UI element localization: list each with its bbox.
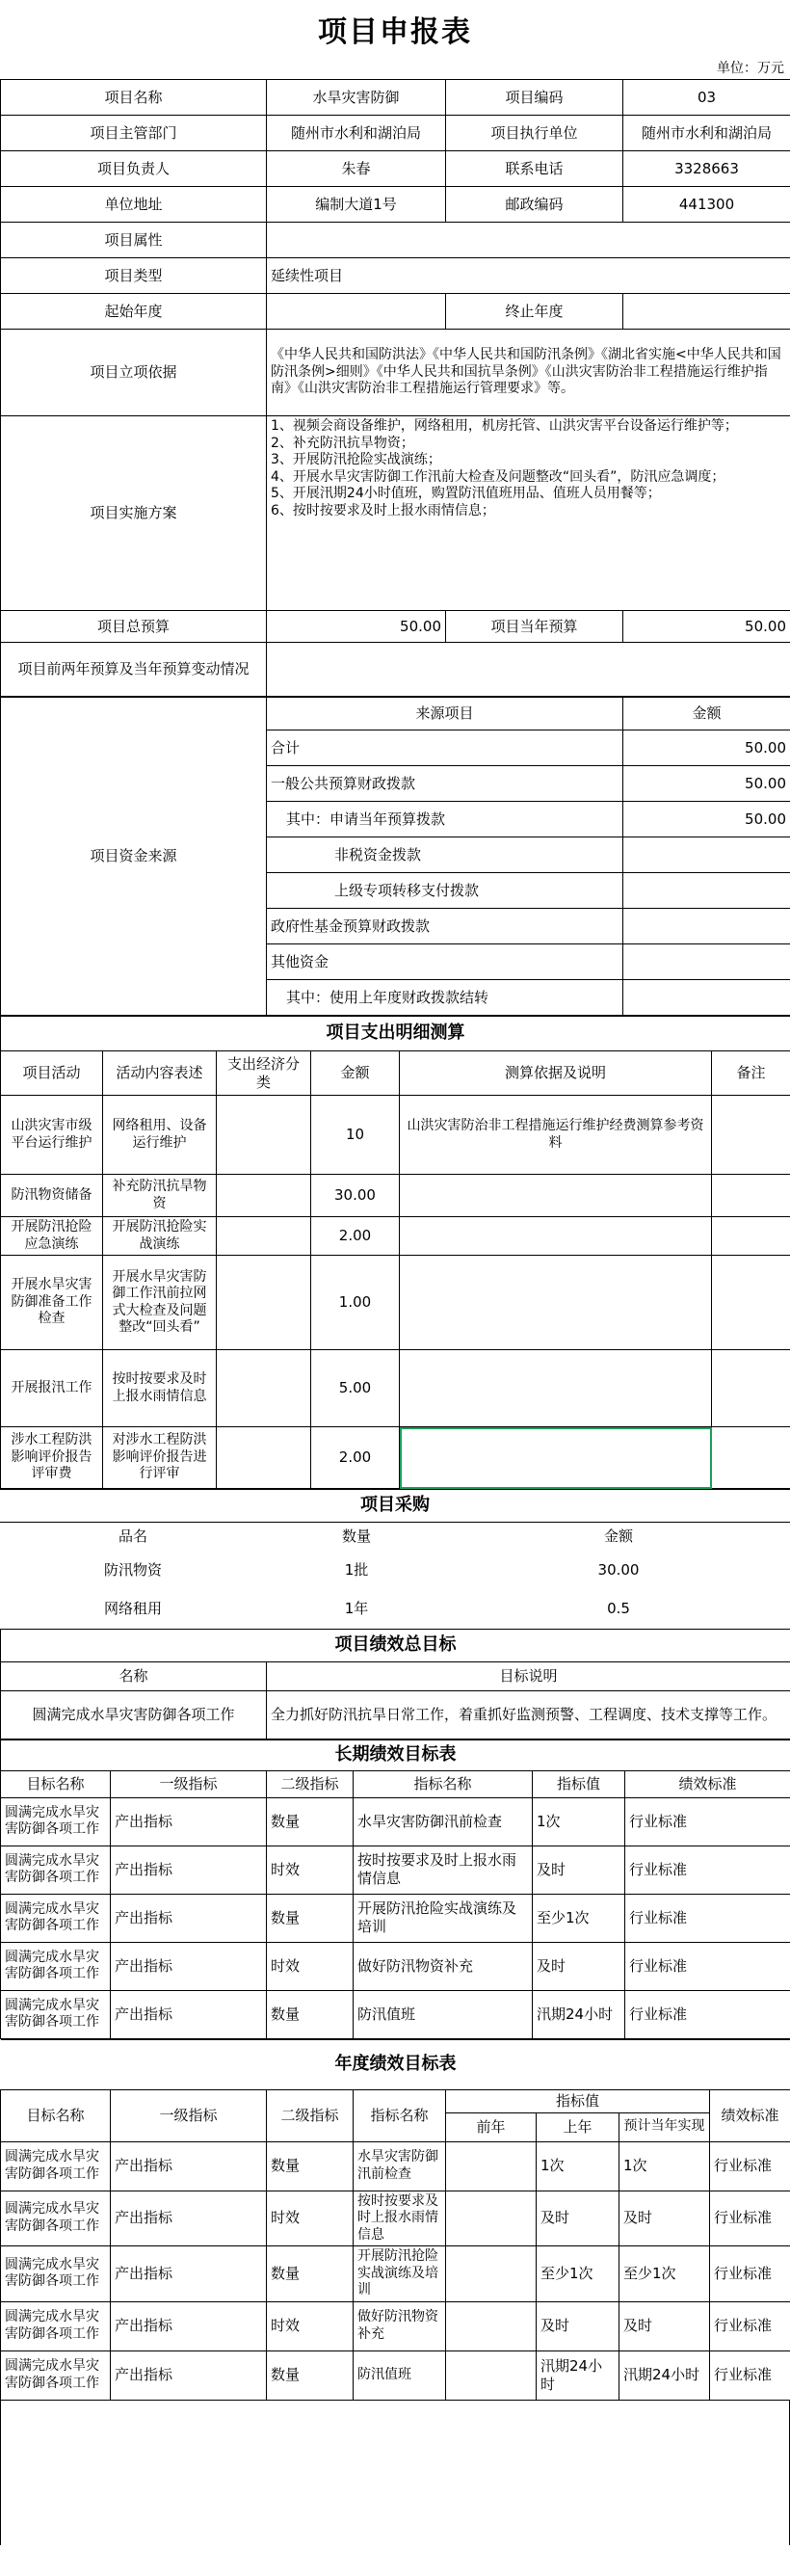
expense-class[interactable] (217, 1350, 311, 1427)
annual-cell[interactable]: 开展防汛抢险实战演练及培训 (354, 2246, 446, 2302)
budget-value[interactable]: 50.00 (267, 611, 446, 643)
project-code-value[interactable]: 03 (623, 80, 790, 116)
annual-cell[interactable] (446, 2246, 537, 2302)
funds-row-amount[interactable] (623, 873, 790, 909)
annual-cell[interactable]: 1次 (619, 2141, 710, 2191)
purchase-header: 品名 (118, 1527, 147, 1546)
expense-content[interactable]: 网络租用、设备运行维护 (103, 1096, 217, 1175)
longterm-header: 二级指标 (267, 1770, 354, 1797)
expense-header: 测算依据及说明 (400, 1051, 712, 1096)
expense-activity[interactable]: 涉水工程防洪影响评价报告评审费 (1, 1427, 103, 1489)
annual-cell[interactable] (446, 2141, 537, 2191)
longterm-cell[interactable]: 防汛值班 (354, 1990, 533, 2038)
addr-value[interactable]: 编制大道1号 (267, 187, 446, 223)
funds-row-name[interactable]: 非税资金拨款 (267, 837, 623, 873)
longterm-header: 指标名称 (354, 1770, 533, 1797)
table-row (1, 2191, 790, 2246)
table-row (1, 1797, 790, 1846)
funds-table (0, 697, 790, 1016)
expense-header: 项目活动 (1, 1051, 103, 1096)
annual-cell[interactable]: 汛期24小时 (619, 2350, 710, 2400)
expense-basis[interactable] (400, 1175, 712, 1217)
longterm-cell[interactable]: 行业标准 (625, 1942, 790, 1990)
longterm-title: 长期绩效目标表 (1, 1739, 790, 1770)
expense-content[interactable]: 对涉水工程防洪影响评价报告进行评审 (103, 1427, 217, 1489)
longterm-cell[interactable]: 至少1次 (533, 1894, 625, 1942)
table-row (1, 2246, 790, 2302)
annual-cell[interactable]: 时效 (267, 2301, 354, 2350)
expense-basis-selected-cell[interactable] (400, 1427, 712, 1489)
expense-class[interactable] (217, 1175, 311, 1217)
expense-basis[interactable] (400, 1350, 712, 1427)
annual-cell[interactable]: 产出指标 (111, 2246, 267, 2302)
annual-cell[interactable]: 及时 (619, 2191, 710, 2246)
annual-cell[interactable]: 做好防汛物资补充 (354, 2301, 446, 2350)
funds-row-name[interactable]: 一般公共预算财政拨款 (267, 766, 623, 802)
purchase-title: 项目采购 (0, 1490, 790, 1523)
annual-cell[interactable]: 产出指标 (111, 2301, 267, 2350)
annual-cell[interactable] (446, 2191, 537, 2246)
longterm-header: 绩效标准 (625, 1770, 790, 1797)
annual-cell[interactable]: 行业标准 (710, 2141, 790, 2191)
longterm-cell[interactable]: 数量 (267, 1990, 354, 2038)
annual-cell[interactable]: 及时 (537, 2191, 619, 2246)
table-row (0, 1552, 790, 1590)
longterm-cell[interactable]: 圆满完成水旱灾害防御各项工作 (1, 1797, 111, 1846)
funds-row-name[interactable]: 其中：使用上年度财政拨款结转 (267, 980, 623, 1016)
expense-activity[interactable]: 山洪灾害市级平台运行维护 (1, 1096, 103, 1175)
annual-goal-table (0, 2039, 790, 2401)
longterm-cell[interactable]: 及时 (533, 1942, 625, 1990)
expense-amount[interactable]: 2.00 (311, 1427, 400, 1489)
longterm-header: 目标名称 (1, 1770, 111, 1797)
overall-goal-table (0, 1629, 790, 1739)
longterm-cell[interactable]: 行业标准 (625, 1846, 790, 1894)
annual-cell[interactable]: 行业标准 (710, 2301, 790, 2350)
expense-content[interactable]: 开展防汛抢险实战演练 (103, 1217, 217, 1256)
zip-label: 邮政编码 (446, 187, 623, 223)
purchase-qty[interactable]: 1年 (344, 1600, 369, 1618)
longterm-header: 指标值 (533, 1770, 625, 1797)
project-name-label: 项目名称 (1, 80, 267, 116)
annual-cell[interactable]: 圆满完成水旱灾害防御各项工作 (1, 2350, 111, 2400)
annual-header: 绩效标准 (710, 2089, 790, 2141)
annual-title: 年度绩效目标表 (1, 2039, 790, 2089)
annual-cell[interactable]: 数量 (267, 2141, 354, 2191)
annual-cell[interactable]: 至少1次 (537, 2246, 619, 2302)
annual-cell[interactable]: 产出指标 (111, 2191, 267, 2246)
table-row (1, 1846, 790, 1894)
addr-label: 单位地址 (1, 187, 267, 223)
table-row (1, 1894, 790, 1942)
annual-cell[interactable]: 行业标准 (710, 2350, 790, 2400)
longterm-header: 一级指标 (111, 1770, 267, 1797)
longterm-cell[interactable]: 开展防汛抢险实战演练及培训 (354, 1894, 533, 1942)
annual-cell[interactable]: 及时 (537, 2301, 619, 2350)
start-value[interactable] (267, 294, 446, 330)
annual-cell[interactable]: 数量 (267, 2350, 354, 2400)
expense-note[interactable] (712, 1427, 790, 1489)
expense-table (0, 1016, 790, 1489)
plan-line: 4、开展水旱灾害防御工作汛前大检查及问题整改“回头看”，防汛应急调度； (271, 468, 725, 485)
funds-row-name[interactable]: 其他资金 (267, 944, 623, 980)
annual-header: 一级指标 (111, 2089, 267, 2141)
type-value[interactable]: 延续性项目 (267, 258, 790, 294)
table-row (1, 1217, 790, 1256)
annual-subheader: 预计当年实现 (619, 2112, 710, 2141)
overall-desc[interactable]: 全力抓好防汛抗旱日常工作，着重抓好监测预警、工程调度、技术支撑等工作。 (267, 1690, 790, 1739)
expense-content[interactable]: 补充防汛抗旱物资 (103, 1175, 217, 1217)
funds-row-amount[interactable] (623, 944, 790, 980)
annual-cell[interactable] (446, 2301, 537, 2350)
purchase-qty[interactable]: 1批 (344, 1561, 369, 1580)
funds-row-amount[interactable] (623, 980, 790, 1016)
table-row (1, 1427, 790, 1489)
plan-line: 3、开展防汛抢险实战演练； (271, 452, 441, 467)
annual-cell[interactable]: 时效 (267, 2191, 354, 2246)
annual-cell[interactable]: 至少1次 (619, 2246, 710, 2302)
longterm-cell[interactable]: 圆满完成水旱灾害防御各项工作 (1, 1990, 111, 2038)
expense-title: 项目支出明细测算 (1, 1017, 790, 1051)
purchase-table (0, 1489, 790, 1629)
expense-header: 活动内容表述 (103, 1051, 217, 1096)
table-row (0, 1590, 790, 1629)
plan-line: 5、开展汛期24小时值班，购置防汛值班用品、值班人员用餐等； (271, 486, 661, 501)
funds-row-amount[interactable]: 50.00 (623, 766, 790, 802)
expense-note[interactable] (712, 1350, 790, 1427)
longterm-cell[interactable]: 产出指标 (111, 1942, 267, 1990)
overall-header: 目标说明 (267, 1661, 790, 1690)
longterm-cell[interactable]: 行业标准 (625, 1894, 790, 1942)
expense-class[interactable] (217, 1096, 311, 1175)
attr-value[interactable] (267, 223, 790, 258)
basis-value[interactable]: 《中华人民共和国防洪法》《中华人民共和国防汛条例》《湖北省实施<中华人民共和国防汛条例>细则》《中华人民共和国抗旱条例》《山洪灾害防治非工程措施运行维护指南》《山洪灾害防治非工程措施运行管理要求》等。 (267, 330, 790, 416)
funds-row-amount[interactable]: 50.00 (623, 802, 790, 837)
table-row (1, 2350, 790, 2400)
end-label: 终止年度 (446, 294, 623, 330)
annual-cell[interactable]: 1次 (537, 2141, 619, 2191)
table-row (1, 1256, 790, 1350)
overall-name[interactable]: 圆满完成水旱灾害防御各项工作 (1, 1690, 267, 1739)
annual-cell[interactable] (446, 2350, 537, 2400)
annual-header: 目标名称 (1, 2089, 111, 2141)
longterm-cell[interactable]: 行业标准 (625, 1797, 790, 1846)
overall-header: 名称 (1, 1661, 267, 1690)
funds-col-source: 来源项目 (267, 698, 623, 730)
longterm-cell[interactable]: 产出指标 (111, 1846, 267, 1894)
annual-cell[interactable]: 圆满完成水旱灾害防御各项工作 (1, 2141, 111, 2191)
empty-trailing-area (0, 2401, 790, 2545)
expense-note[interactable] (712, 1217, 790, 1256)
exec-label: 项目执行单位 (446, 116, 623, 151)
year-budget-label: 项目当年预算 (446, 611, 623, 643)
purchase-amount[interactable]: 30.00 (597, 1561, 640, 1580)
funds-row-name[interactable]: 政府性基金预算财政拨款 (267, 909, 623, 944)
annual-cell[interactable]: 按时按要求及时上报水雨情信息 (354, 2191, 446, 2246)
expense-amount[interactable]: 10 (311, 1096, 400, 1175)
zip-value[interactable]: 441300 (623, 187, 790, 223)
expense-class[interactable] (217, 1217, 311, 1256)
longterm-cell[interactable]: 做好防汛物资补充 (354, 1942, 533, 1990)
table-row (1, 1350, 790, 1427)
annual-cell[interactable]: 圆满完成水旱灾害防御各项工作 (1, 2191, 111, 2246)
expense-class[interactable] (217, 1427, 311, 1489)
phone-label: 联系电话 (446, 151, 623, 187)
longterm-cell[interactable]: 行业标准 (625, 1990, 790, 2038)
funds-row-name[interactable]: 合计 (267, 730, 623, 766)
dept-value[interactable]: 随州市水利和湖泊局 (267, 116, 446, 151)
basis-label: 项目立项依据 (1, 330, 267, 416)
longterm-cell[interactable]: 产出指标 (111, 1797, 267, 1846)
plan-label: 项目实施方案 (1, 416, 267, 611)
expense-header: 金额 (311, 1051, 400, 1096)
longterm-cell[interactable]: 圆满完成水旱灾害防御各项工作 (1, 1942, 111, 1990)
leader-label: 项目负责人 (1, 151, 267, 187)
exec-value[interactable]: 随州市水利和湖泊局 (623, 116, 790, 151)
longterm-cell[interactable]: 时效 (267, 1942, 354, 1990)
annual-cell[interactable]: 及时 (619, 2301, 710, 2350)
expense-class[interactable] (217, 1256, 311, 1350)
expense-content[interactable]: 开展水旱灾害防御工作汛前拉网式大检查及问题整改“回头看” (103, 1256, 217, 1350)
longterm-cell[interactable]: 时效 (267, 1846, 354, 1894)
longterm-cell[interactable]: 产出指标 (111, 1894, 267, 1942)
funds-row-amount[interactable] (623, 837, 790, 873)
annual-header: 指标名称 (354, 2089, 446, 2141)
unit-label: 单位：万元 (717, 61, 784, 76)
expense-note[interactable] (712, 1256, 790, 1350)
longterm-cell[interactable]: 1次 (533, 1797, 625, 1846)
change-value[interactable] (267, 643, 790, 697)
funds-row-name[interactable]: 其中：申请当年预算拨款 (267, 802, 623, 837)
longterm-cell[interactable]: 圆满完成水旱灾害防御各项工作 (1, 1846, 111, 1894)
expense-basis[interactable] (400, 1256, 712, 1350)
funds-row-amount[interactable] (623, 909, 790, 944)
type-label: 项目类型 (1, 258, 267, 294)
funds-row-amount[interactable]: 50.00 (623, 730, 790, 766)
expense-amount[interactable]: 2.00 (311, 1217, 400, 1256)
annual-cell[interactable]: 行业标准 (710, 2246, 790, 2302)
purchase-name[interactable]: 防汛物资 (103, 1561, 162, 1580)
longterm-cell[interactable]: 汛期24小时 (533, 1990, 625, 2038)
longterm-cell[interactable]: 及时 (533, 1846, 625, 1894)
purchase-header: 金额 (604, 1527, 634, 1546)
table-row (1, 1942, 790, 1990)
longterm-cell[interactable]: 水旱灾害防御汛前检查 (354, 1797, 533, 1846)
expense-note[interactable] (712, 1096, 790, 1175)
annual-cell[interactable]: 防汛值班 (354, 2350, 446, 2400)
expense-activity[interactable]: 开展防汛抢险应急演练 (1, 1217, 103, 1256)
table-row (1, 2301, 790, 2350)
annual-cell[interactable]: 水旱灾害防御汛前检查 (354, 2141, 446, 2191)
annual-cell[interactable]: 圆满完成水旱灾害防御各项工作 (1, 2246, 111, 2302)
table-row (1, 2141, 790, 2191)
annual-cell[interactable]: 产出指标 (111, 2141, 267, 2191)
expense-amount[interactable]: 5.00 (311, 1350, 400, 1427)
budget-label: 项目总预算 (1, 611, 267, 643)
expense-amount[interactable]: 30.00 (311, 1175, 400, 1217)
expense-basis[interactable] (400, 1217, 712, 1256)
attr-label: 项目属性 (1, 223, 267, 258)
annual-header: 指标值 (446, 2089, 710, 2112)
basic-info-table (0, 79, 790, 697)
expense-activity[interactable]: 开展报汛工作 (1, 1350, 103, 1427)
annual-subheader: 上年 (537, 2112, 619, 2141)
annual-cell[interactable]: 汛期24小时 (537, 2350, 619, 2400)
annual-cell[interactable]: 数量 (267, 2246, 354, 2302)
expense-header: 备注 (712, 1051, 790, 1096)
annual-cell[interactable]: 行业标准 (710, 2191, 790, 2246)
longterm-cell[interactable]: 数量 (267, 1894, 354, 1942)
annual-header: 二级指标 (267, 2089, 354, 2141)
end-value[interactable] (623, 294, 790, 330)
plan-line: 6、按时按要求及时上报水雨情信息； (271, 502, 495, 518)
expense-content[interactable]: 按时按要求及时上报水雨情信息 (103, 1350, 217, 1427)
purchase-name[interactable]: 网络租用 (103, 1600, 162, 1618)
plan-line: 2、补充防汛抗旱物资； (271, 435, 414, 451)
leader-value[interactable]: 朱春 (267, 151, 446, 187)
annual-cell[interactable]: 产出指标 (111, 2350, 267, 2400)
longterm-cell[interactable]: 按时按要求及时上报水雨情信息 (354, 1846, 533, 1894)
plan-line: 1、视频会商设备维护，网络租用，机房托管、山洪灾害平台设备运行维护等； (271, 418, 738, 434)
funds-label: 项目资金来源 (1, 698, 267, 1016)
table-row (1, 1990, 790, 2038)
longterm-cell[interactable]: 产出指标 (111, 1990, 267, 2038)
phone-value[interactable]: 3328663 (623, 151, 790, 187)
plan-value[interactable] (267, 416, 790, 611)
dept-label: 项目主管部门 (1, 116, 267, 151)
purchase-amount[interactable]: 0.5 (607, 1600, 630, 1618)
annual-cell[interactable]: 圆满完成水旱灾害防御各项工作 (1, 2301, 111, 2350)
longterm-cell[interactable]: 数量 (267, 1797, 354, 1846)
annual-subheader: 前年 (446, 2112, 537, 2141)
expense-activity[interactable]: 开展水旱灾害防御准备工作检查 (1, 1256, 103, 1350)
expense-header: 支出经济分类 (217, 1051, 311, 1096)
project-name-value[interactable]: 水旱灾害防御 (267, 80, 446, 116)
year-budget-value[interactable]: 50.00 (623, 611, 790, 643)
funds-col-amount: 金额 (623, 698, 790, 730)
expense-amount[interactable]: 1.00 (311, 1256, 400, 1350)
page-title: 项目申报表 (318, 15, 472, 49)
funds-row-name[interactable]: 上级专项转移支付拨款 (267, 873, 623, 909)
project-code-label: 项目编码 (446, 80, 623, 116)
longterm-goal-table (0, 1739, 790, 2039)
purchase-header: 数量 (341, 1527, 371, 1546)
expense-basis[interactable]: 山洪灾害防治非工程措施运行维护经费测算参考资料 (400, 1096, 712, 1175)
expense-activity[interactable]: 防汛物资储备 (1, 1175, 103, 1217)
expense-note[interactable] (712, 1175, 790, 1217)
overall-title: 项目绩效总目标 (1, 1629, 790, 1661)
longterm-cell[interactable]: 圆满完成水旱灾害防御各项工作 (1, 1894, 111, 1942)
table-row (1, 1175, 790, 1217)
table-row (1, 1096, 790, 1175)
start-label: 起始年度 (1, 294, 267, 330)
change-label: 项目前两年预算及当年预算变动情况 (1, 643, 267, 697)
